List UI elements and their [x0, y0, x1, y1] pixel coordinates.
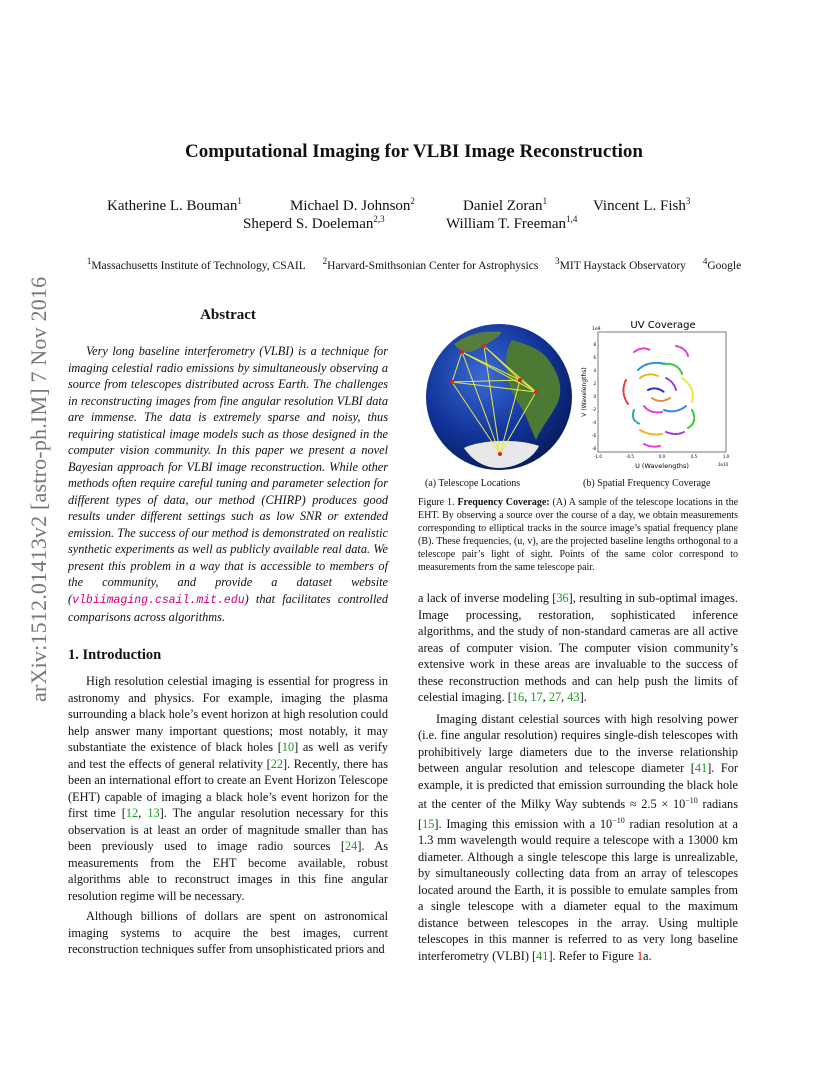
right-paragraph-1: a lack of inverse modeling [36], resulting in sub-optimal images. Image processing, restoration, sophisticated inference algorithms, and the study of non-standard cameras are all active areas of computer vision. The computer vision community’s extensive work in these areas are invaluable to the success of these reconstruction methods and can help push the limits of celestial imaging. [16, 17, 27, 43]. [418, 591, 738, 704]
x-tick-label: 0.5 [690, 454, 698, 459]
author-1 [107, 196, 242, 215]
citation-link[interactable]: 10 [281, 740, 295, 754]
x-tick-label: -1.0 [594, 454, 602, 459]
author-5 [243, 214, 385, 233]
citation-link[interactable]: 22 [270, 756, 283, 771]
text: ]. Recently, there has been an international effort to create an Event Horizon Telescope (EHT) capable of imaging a black hole’s event horizon for the first time [ [68, 756, 388, 820]
author-sup: 3 [685, 196, 691, 206]
x-tick-label: 1.0 [722, 454, 730, 459]
affil-sup: 1 [86, 256, 92, 266]
affil-text: Harvard-Smithsonian Center for Astrophysics [327, 259, 539, 272]
exponent: −10 [612, 815, 625, 825]
uv-x-label: U (Wavelengths) [635, 462, 689, 470]
y-tick-label: 2 [593, 381, 596, 386]
text: ]. For example, it is predicted that emission surrounding the black hole at the center of the Milky Way subtends ≈ 2.5 × 10 [418, 761, 738, 812]
author-name: William T. Freeman [446, 216, 567, 232]
y-tick-label: 0 [593, 394, 596, 399]
citation-link[interactable]: 41 [536, 948, 549, 963]
citation-link[interactable]: 41 [694, 761, 708, 775]
y-tick-label: 6 [593, 355, 596, 360]
intro-body [68, 673, 388, 958]
author-sup: 2 [410, 196, 415, 206]
text: ]. Refer to Figure [548, 948, 637, 963]
text: Imaging distant celestial sources with high resolving power (i.e. fine angular resolution) requires single-dish telescopes with prohibitively large diameters due to the inverse relationship between angular resolution and telescope diameter [ [418, 711, 738, 775]
arxiv-stamp-text: arXiv:1512.01413v2 [astro-ph.IM] 7 Nov 2016 [26, 276, 51, 702]
x-tick-label: 0.0 [658, 454, 666, 459]
exponent: −10 [685, 796, 698, 805]
citation-link[interactable]: 13 [147, 806, 160, 820]
text: a. [643, 948, 652, 963]
text: radians [ [418, 797, 738, 831]
x-tick-label: -0.5 [626, 454, 634, 459]
text: radian resolution at a 1.3 mm wavelength would require a telescope with a 13000 km diameter. Although a single telescope this large is unrealizable, by simultaneously collecting data from an array of telescopes located around the Earth, it is possible to emulate samples from a single telescope with a diameter equal to the maximum distance between telescopes in the array. Using multiple telescopes in this manner is referred to as very long baseline interferometry (VLBI) [ [418, 816, 739, 963]
citation-link[interactable]: 15 [422, 816, 435, 831]
text: High resolution celestial imaging is essential for progress in astronomy and physics. For example, imaging the plasma surrounding a black hole’s event horizon at high resolution could help answer many important questions; most notably, it may substantiate the existence of black holes [ [68, 674, 388, 754]
affil-text: MIT Haystack Observatory [559, 259, 686, 272]
author-sup: 2,3 [373, 214, 385, 224]
uv-plot-title: UV Coverage [630, 320, 696, 331]
abstract-body [68, 343, 388, 626]
right-column-body [418, 590, 738, 964]
y-tick-label: -4 [592, 420, 596, 425]
y-tick-label: -6 [592, 433, 596, 438]
text: ] as well as verify and test the effects of general relativity [ [68, 740, 388, 771]
affil-sup: 2 [322, 256, 328, 266]
author-3 [463, 196, 547, 215]
dataset-link[interactable]: vlbiimaging.csail.mit.edu [72, 593, 245, 607]
figure-caption-bold: Frequency Coverage: [457, 497, 550, 508]
author-4 [593, 196, 690, 215]
citation-link[interactable]: 17 [530, 690, 543, 704]
abstract-text: Very long baseline interferometry (VLBI) is a technique for imaging celestial radio emissions by simultaneously observing a source from telescopes distributed across Earth. The challenges in reconstructing images from fine angular resolution VLBI data are immense. The data is extremely sparse and noisy, thus requiring statistical image models such as those designed in the computer vision community. In this paper we present a novel Bayesian approach for VLBI image reconstruction. While other methods often require careful tuning and parameter selection for different types of data, our method (CHIRP) produces good results under different settings such as low SNR or extended emission. The success of our method is demonstrated on realistic synthetic experiments as well as publicly available real data. We present this problem in a way that is accessible to members of the community, and provide a dataset website ( [68, 344, 388, 606]
text: ]. [579, 690, 587, 704]
uv-x-ticks [594, 454, 730, 459]
author-name: Vincent L. Fish [593, 198, 686, 214]
affil-text: Massachusetts Institute of Technology, CSAIL [91, 259, 306, 272]
intro-paragraph-1 [68, 673, 388, 904]
citation-link[interactable]: 16 [511, 690, 525, 704]
uv-y-label: V (Wavelengths) [581, 367, 588, 417]
right-paragraph-2 [418, 711, 738, 965]
author-sup: 1,4 [566, 214, 578, 224]
y-tick-label: -8 [592, 446, 596, 451]
abstract-text-end: ) that facilitates controlled comparisons across algorithms. [68, 591, 388, 624]
text: , [138, 806, 148, 820]
section-heading-introduction: 1. Introduction [68, 647, 162, 663]
affiliation-3 [555, 256, 686, 272]
citation-link[interactable]: 27 [548, 690, 562, 704]
author-6 [446, 214, 577, 233]
text: ]. Imaging this emission with a 10 [434, 816, 613, 831]
citation-link[interactable]: 36 [556, 591, 569, 605]
affiliation-4 [702, 256, 742, 272]
intro-paragraph-2: Although billions of dollars are spent on astronomical imaging systems to acquire the best images, current reconstruction techniques suffer from unsophisticated priors and [68, 909, 388, 956]
telescope-globe-image [424, 322, 574, 472]
text: a lack of inverse modeling [ [418, 591, 557, 605]
affil-sup: 3 [555, 256, 560, 266]
paper-title: Computational Imaging for VLBI Image Reconstruction [185, 141, 643, 162]
citation-link[interactable]: 24 [345, 839, 358, 853]
uv-y-ticks [592, 342, 596, 451]
uv-coverage-plot [578, 318, 738, 473]
abstract-paragraph [68, 343, 388, 626]
text: ]. The angular resolution necessary for this observation is at least an order of magnitude smaller than has been previously used to image radio sources [ [68, 806, 388, 853]
author-sup: 1 [542, 196, 548, 206]
uv-scale-top: 1e9 [592, 327, 601, 332]
subfigure-caption-a: (a) Telescope Locations [425, 478, 521, 489]
author-name: Sheperd S. Doeleman [243, 216, 374, 232]
author-name: Katherine L. Bouman [107, 198, 238, 214]
figure-caption-text: (A) A sample of the telescope locations in the EHT. By observing a source over the course of a day, we obtain measurements corresponding to elliptical tracks in the source image’s spatial frequency plane (B). These frequencies, (u, v), are the projected baseline lengths orthogonal to a telescope pair’s light of sight. Points of the same color correspond to measurements from the same telescope pair. [418, 497, 739, 573]
affiliations [0, 256, 828, 272]
y-tick-label: -2 [592, 407, 596, 412]
author-name: Daniel Zoran [463, 198, 543, 214]
citation-link[interactable]: 12 [125, 806, 139, 820]
affiliation-2 [322, 256, 539, 272]
affil-text: Google [707, 259, 742, 272]
affiliation-1 [86, 256, 306, 272]
subfigure-caption-b: (b) Spatial Frequency Coverage [583, 478, 711, 489]
affil-sup: 4 [702, 256, 708, 266]
citation-link[interactable]: 43 [567, 690, 580, 704]
abstract-heading: Abstract [200, 307, 256, 323]
text: ], resulting in sub-optimal images. Image processing, restoration, sophisticated inference algorithms, and the study of non-standard cameras are all active areas of computer vision. The computer vision community’s extensive work in these areas are invaluable to the success of these reconstruction methods and can help push the limits of celestial imaging. [ [418, 591, 738, 704]
uv-scale-right: 1e10 [718, 462, 729, 467]
figure-label: Figure 1. [418, 497, 455, 508]
y-tick-label: 8 [593, 342, 596, 347]
arxiv-stamp [6, 262, 51, 702]
author-sup: 1 [237, 196, 242, 206]
figure-link[interactable]: 1 [636, 948, 644, 963]
y-tick-label: 4 [593, 368, 596, 373]
figure-caption [418, 496, 738, 574]
author-2 [290, 196, 415, 215]
text: ]. As measurements from the EHT become available, robust algorithms able to reconstruct images in this fine angular resolution regime will be necessary. [68, 839, 388, 903]
author-name: Michael D. Johnson [290, 198, 411, 214]
